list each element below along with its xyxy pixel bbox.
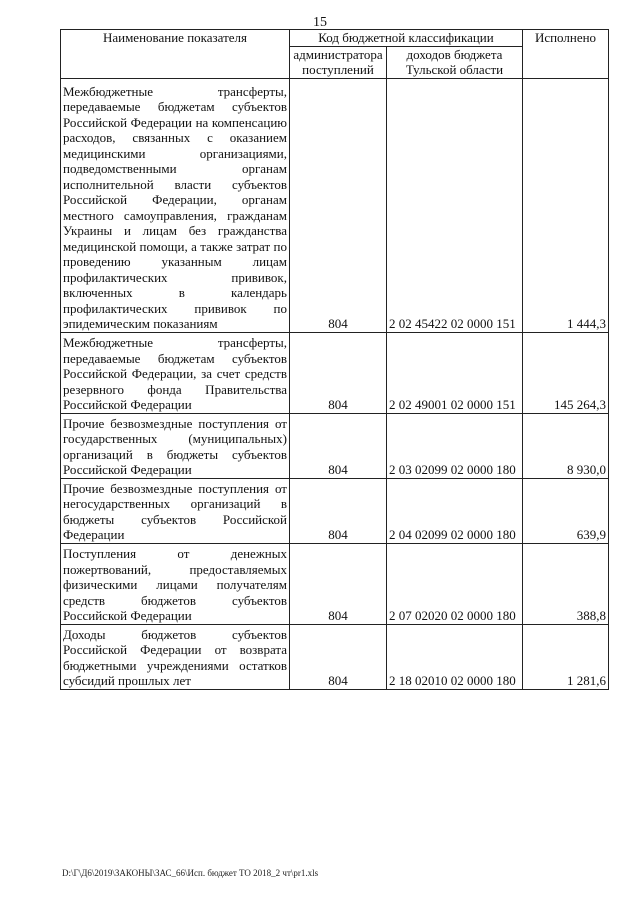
row-executed: 8 930,0 <box>523 413 609 478</box>
row-revenue-code: 2 02 49001 02 0000 151 <box>387 332 523 413</box>
row-executed: 1 281,6 <box>523 624 609 689</box>
row-executed: 145 264,3 <box>523 332 609 413</box>
table-row <box>61 78 609 332</box>
header-admin: администратора поступлений <box>290 46 387 78</box>
footer-file-path: D:\Г\Д6\2019\ЗАКОНЫ\ЗАС_66\Исп. бюджет ТО 2018_2 чт\pr1.xls <box>62 868 319 878</box>
row-executed: 639,9 <box>523 478 609 543</box>
header-revenue: доходов бюджета Тульской области <box>387 46 523 78</box>
row-name: Межбюджетные трансферты, передаваемые бюджетам субъектов Российской Федерации, за счет средств резервного фонда Правительства Российской Федерации <box>61 332 290 413</box>
header-code-group: Код бюджетной классификации <box>290 30 523 47</box>
table-row <box>61 478 609 543</box>
row-admin-code: 804 <box>290 78 387 332</box>
page-number: 15 <box>313 15 327 30</box>
row-name: Поступления от денежных пожертвований, предоставляемых физическими лицами получателям средств бюджетов субъектов Российской Федерации <box>61 543 290 624</box>
row-name: Межбюджетные трансферты, передаваемые бюджетам субъектов Российской Федерации на компенсацию расходов, связанных с оказанием медицинскими организациями, подведомственными органам исполнительной власти субъектов Российской Федерации, органам местного самоуправления, гражданам Украины и лицам без гражданства медицинской помощи, а также затрат по проведению указанным лицам профилактических прививок, включенных в календарь профилактических прививок по эпидемическим показаниям <box>61 78 290 332</box>
row-revenue-code: 2 03 02099 02 0000 180 <box>387 413 523 478</box>
budget-table <box>60 29 609 690</box>
row-executed: 388,8 <box>523 543 609 624</box>
row-admin-code: 804 <box>290 543 387 624</box>
row-admin-code: 804 <box>290 332 387 413</box>
row-name: Прочие безвозмездные поступления от государственных (муниципальных) организаций в бюджеты субъектов Российской Федерации <box>61 413 290 478</box>
row-admin-code: 804 <box>290 413 387 478</box>
table-row <box>61 624 609 689</box>
header-name: Наименование показателя <box>61 30 290 79</box>
row-revenue-code: 2 04 02099 02 0000 180 <box>387 478 523 543</box>
row-executed: 1 444,3 <box>523 78 609 332</box>
row-revenue-code: 2 02 45422 02 0000 151 <box>387 78 523 332</box>
row-name: Прочие безвозмездные поступления от негосударственных организаций в бюджеты субъектов Российской Федерации <box>61 478 290 543</box>
table-row <box>61 413 609 478</box>
row-admin-code: 804 <box>290 478 387 543</box>
table-row <box>61 332 609 413</box>
row-revenue-code: 2 07 02020 02 0000 180 <box>387 543 523 624</box>
row-name: Доходы бюджетов субъектов Российской Федерации от возврата бюджетными учреждениями остатков субсидий прошлых лет <box>61 624 290 689</box>
table-row <box>61 543 609 624</box>
header-executed: Исполнено <box>523 30 609 79</box>
row-revenue-code: 2 18 02010 02 0000 180 <box>387 624 523 689</box>
row-admin-code: 804 <box>290 624 387 689</box>
